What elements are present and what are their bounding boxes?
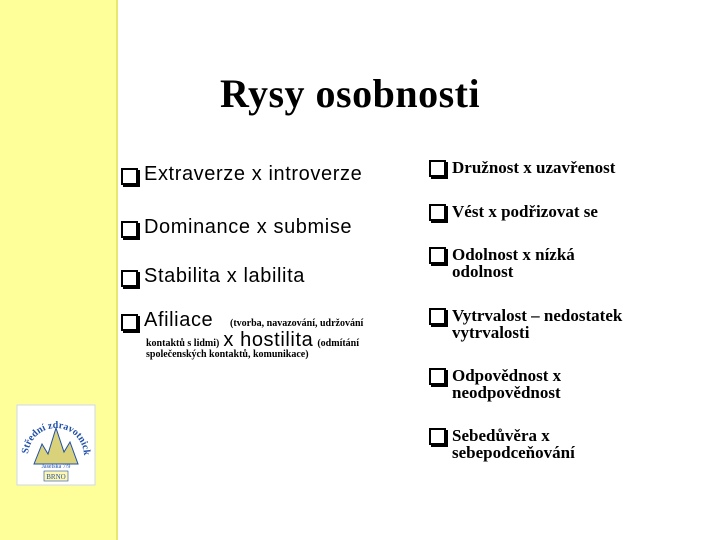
checkbox-bullet-icon — [121, 168, 138, 185]
bullet-extraverze — [121, 163, 362, 186]
bullet-text-line2: neodpovědnost — [452, 383, 561, 402]
afiliace-note-2: kontaktů s lidmi) — [146, 338, 220, 349]
afiliace-main: Afiliace — [144, 309, 214, 331]
bullet-odpovednost — [429, 367, 561, 401]
checkbox-bullet-icon — [429, 308, 446, 325]
afiliace-note-1: (tvorba, navazování, udržování — [230, 318, 364, 329]
afiliace-note-4: společenských kontaktů, komunikace) — [146, 349, 309, 360]
bullet-druznost — [429, 159, 615, 177]
bullet-text: Stabilita x labilita — [144, 265, 305, 287]
bullet-sebeduvera — [429, 427, 575, 461]
checkbox-bullet-icon — [429, 247, 446, 264]
bullet-text-line2: sebepodceňování — [452, 443, 575, 462]
bullet-odolnost — [429, 246, 575, 280]
bullet-text-line2: vytrvalosti — [452, 323, 530, 342]
slide-title: Rysy osobnosti — [220, 71, 481, 116]
checkbox-bullet-icon — [429, 160, 446, 177]
bullet-text: Dominance x submise — [144, 216, 353, 238]
school-logo — [16, 404, 96, 486]
checkbox-bullet-icon — [429, 204, 446, 221]
logo-arc-text: Střední zdravotnick — [20, 419, 93, 456]
bullet-text-line1: Vytrvalost – nedostatek — [452, 306, 623, 325]
svg-text:Jaselská 7/9: Jaselská 7/9 — [41, 464, 71, 470]
bullet-text-line1: Sebedůvěra x — [452, 426, 550, 445]
afiliace-note-3: (odmítání — [317, 338, 360, 349]
checkbox-bullet-icon — [429, 368, 446, 385]
bullet-stabilita — [121, 265, 305, 288]
bullet-text-line1: Odolnost x nízká — [452, 245, 575, 264]
checkbox-bullet-icon — [429, 428, 446, 445]
afiliace-hostilita: x hostilita — [223, 329, 314, 351]
checkbox-bullet-icon — [121, 314, 138, 331]
checkbox-bullet-icon — [121, 221, 138, 238]
bullet-text: Extraverze x introverze — [144, 163, 363, 185]
bullet-text-line1: Odpovědnost x — [452, 366, 562, 385]
svg-text:BRNO: BRNO — [46, 473, 66, 481]
checkbox-bullet-icon — [121, 270, 138, 287]
bullet-vest — [429, 203, 598, 221]
bullet-text-line2: odolnost — [452, 262, 514, 281]
bullet-text: Vést x podřizovat se — [452, 202, 598, 221]
bullet-dominance — [121, 216, 352, 239]
bullet-vytrvalost — [429, 307, 622, 341]
bullet-text: Družnost x uzavřenost — [452, 158, 616, 177]
